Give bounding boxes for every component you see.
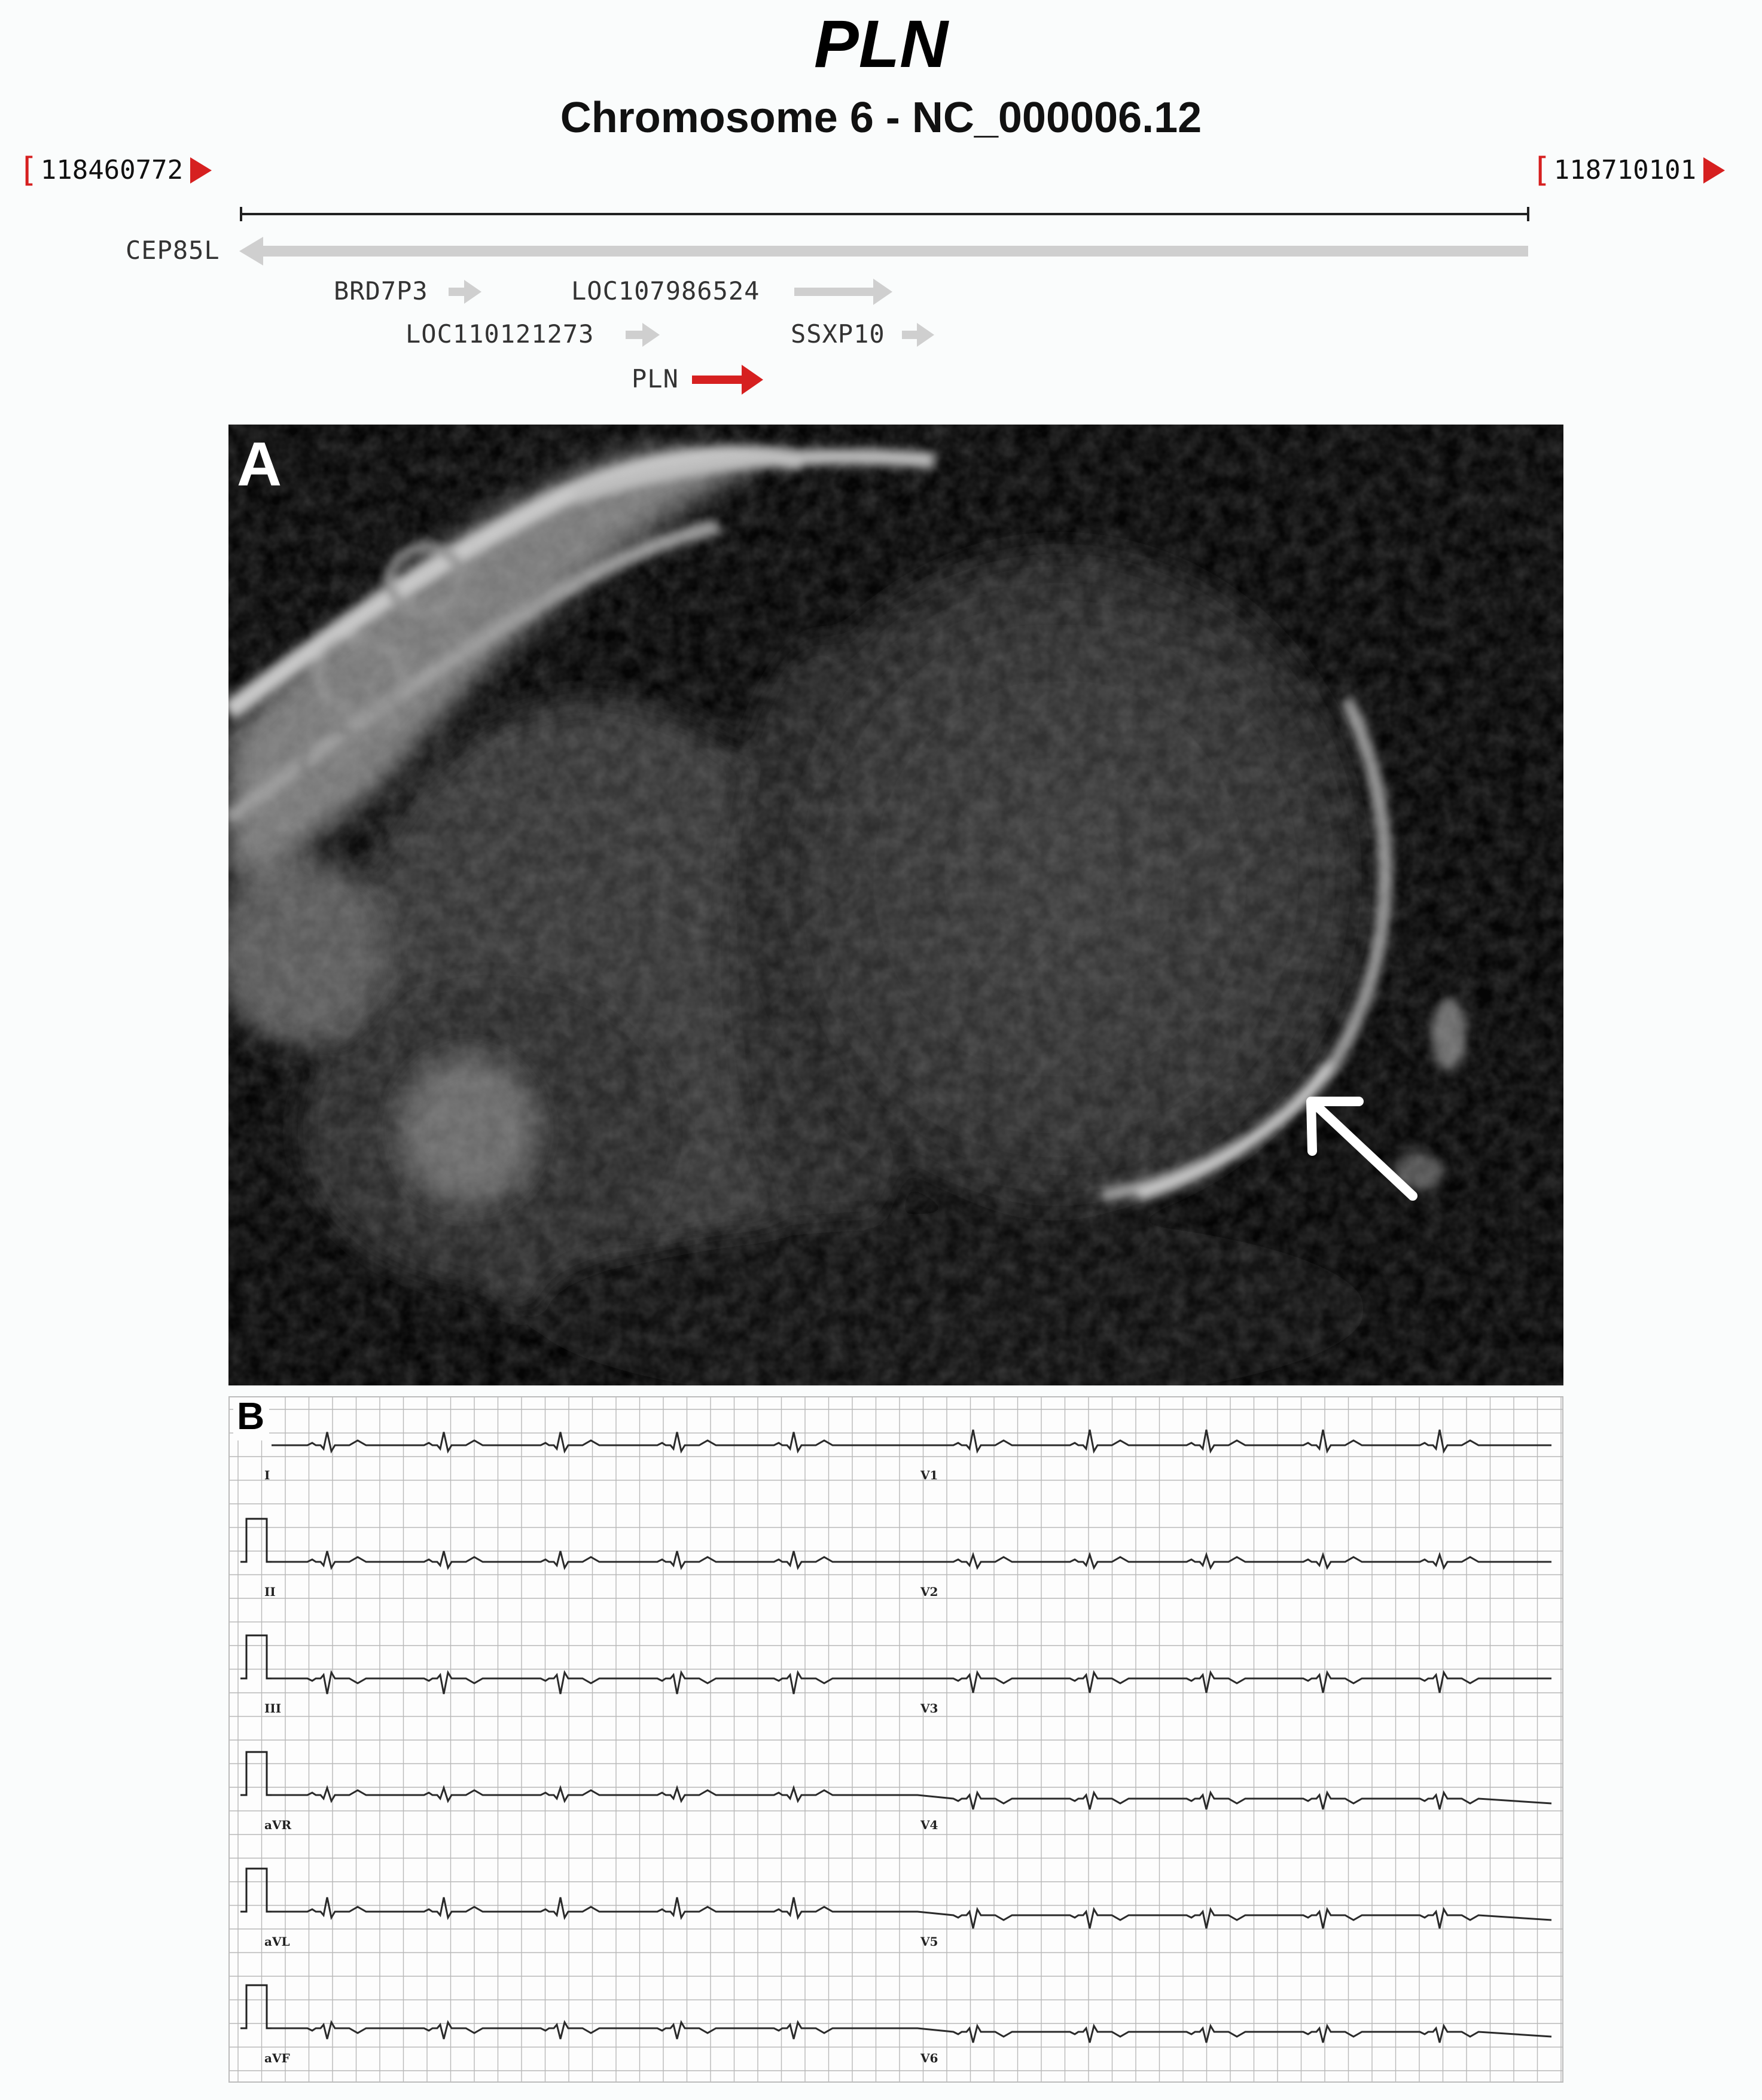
gene-label-loc107986524[interactable]: LOC107986524 <box>571 276 760 306</box>
gene-label-pln[interactable]: PLN <box>632 364 679 393</box>
left-bracket-icon: [ <box>1531 151 1551 190</box>
ecg-calibration-pulse <box>240 1752 272 1795</box>
panel-label-a: A <box>237 430 282 499</box>
lead-label-avf: aVF <box>264 2051 290 2065</box>
ecg-lead-trace <box>272 1672 1551 1694</box>
mri-panel <box>228 425 1563 1385</box>
gene-brd7p3-arrow <box>449 280 481 304</box>
gene-loc107986524-arrow <box>794 279 892 305</box>
gene-pln-arrow <box>692 365 763 395</box>
lead-label-ii: II <box>264 1585 276 1599</box>
gene-title: PLN <box>814 7 948 81</box>
lead-label-iii: III <box>264 1701 282 1716</box>
mri-image <box>228 425 1563 1385</box>
ecg-calibration-pulse <box>240 1635 272 1678</box>
lead-label-v5: V5 <box>920 1934 938 1949</box>
ecg-traces <box>240 1430 1551 2043</box>
ecg-calibration-pulse <box>240 1985 272 2028</box>
ecg-tracing <box>230 1397 1563 2083</box>
gene-label-brd7p3[interactable]: BRD7P3 <box>334 276 428 306</box>
ecg-calibration-pulse <box>240 1519 272 1562</box>
gene-loc110121273-arrow <box>626 323 660 347</box>
lead-label-v3: V3 <box>920 1701 938 1716</box>
end-coordinate-value: 118710101 <box>1553 155 1697 185</box>
lead-label-i: I <box>264 1468 270 1482</box>
ecg-lead-trace <box>272 1788 1551 1809</box>
start-coordinate-value: 118460772 <box>40 155 184 185</box>
panel-label-b: B <box>233 1396 269 1440</box>
gene-label-ssxp10[interactable]: SSXP10 <box>791 319 885 349</box>
lead-label-avl: aVL <box>264 1934 290 1949</box>
left-bracket-icon: [ <box>18 151 38 190</box>
lead-label-v1: V1 <box>920 1468 938 1482</box>
gene-label-loc110121273[interactable]: LOC110121273 <box>406 319 595 349</box>
ecg-panel <box>228 1396 1563 2083</box>
lead-label-v2: V2 <box>920 1585 938 1599</box>
ecg-grid <box>230 1397 1563 2083</box>
ecg-lead-trace <box>272 1897 1551 1928</box>
chromosome-subtitle: Chromosome 6 - NC_000006.12 <box>560 94 1202 142</box>
ecg-lead-trace <box>272 1551 1551 1568</box>
gene-label-cep85l[interactable]: CEP85L <box>126 236 220 265</box>
lead-label-v4: V4 <box>920 1818 938 1832</box>
lead-label-avr: aVR <box>264 1818 292 1832</box>
lead-label-v6: V6 <box>920 2051 938 2065</box>
gene-track <box>0 0 1762 419</box>
ecg-lead-trace <box>272 2022 1551 2043</box>
gene-cep85l-arrow <box>239 237 1528 265</box>
gene-ssxp10-arrow <box>902 323 934 347</box>
